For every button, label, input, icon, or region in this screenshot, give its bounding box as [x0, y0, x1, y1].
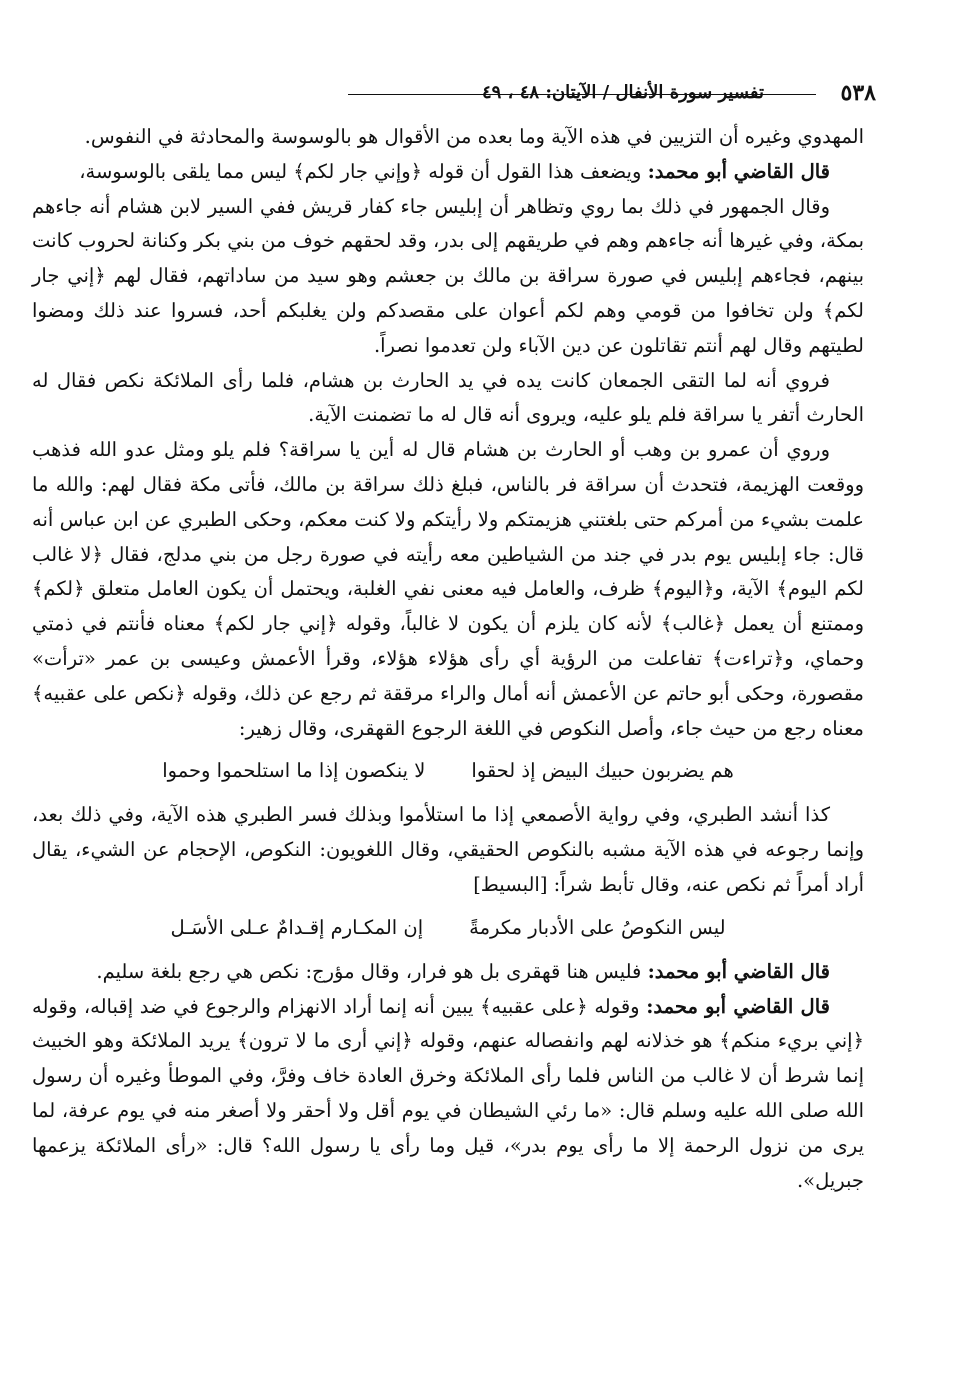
poetry-verse	[32, 911, 864, 945]
paragraph-text: وروي أن عمرو بن وهب أو الحارث بن هشام قال له أين يا سراقة؟ فلم يلو ومثل عدو الله فذهب ووقعت الهزيمة، فتحدث أن سراقة فر بالناس، فبلغ ذلك سراقة بن مالك، فأتى مكة فقال لهم: والله ما علمت بشيء من أمركم حتى بلغتني هزيمتكم ولا رأيتكم ولا كنت معكم، وحكى الطبري عن ابن عباس أنه قال: جاء إبليس يوم بدر في جند من الشياطين معه رأيته في صورة رجل من بني مدلج، فقال ﴿لا غالب لكم اليوم﴾ الآية، و﴿اليوم﴾ ظرف، والعامل فيه معنى نفي الغلبة، ويحتمل أن يكون العامل متعلق ﴿لكم﴾ وممتنع أن يعمل ﴿غالب﴾ لأنه كان يلزم أن يكون لا غالباً، وقوله ﴿إني جار لكم﴾ معناه فأنتم في ذمتي وحماي، و﴿تراءت﴾ تفاعلت من الرؤية أي رأى هؤلاء هؤلاء، وقرأ الأعمش وعيسى بن عمر «ترأت» مقصورة، وحكى أبو حاتم عن الأعمش أنه أمال والراء مرققة ثم رجع عن ذلك، وقوله ﴿نكص على عقبيه﴾ معناه رجع من حيث جاء، وأصل النكوص في اللغة الرجوع القهقرى، وقال زهير:	[32, 438, 864, 740]
paragraph	[32, 433, 864, 746]
paragraph-text: ويضعف هذا القول أن قوله ﴿وإني جار لكم﴾ ليس مما يلقى بالوسوسة،	[79, 159, 648, 183]
paragraph	[32, 955, 864, 990]
running-title: تفسير سورة الأنفال / الآيتان: ٤٨ ، ٤٩	[482, 82, 764, 103]
verse-second-hemistich: لا ينكصون إذا ما استلحموا وحموا	[162, 759, 426, 783]
poetry-verse	[32, 754, 864, 788]
paragraph-text: المهدوي وغيره أن التزيين في هذه الآية وما بعده من الأقوال هو بالوسوسة والمحادثة في النفوس.	[84, 125, 864, 148]
paragraph	[32, 155, 864, 190]
speaker-label: قال القاضي أبو محمد:	[646, 994, 830, 1018]
speaker-label: قال القاضي أبو محمد:	[647, 159, 830, 183]
speaker-label: قال القاضي أبو محمد:	[647, 959, 830, 983]
verse-first-hemistich: هم يضربون حبيك البيض إذ لحقوا	[471, 759, 734, 783]
verse-first-hemistich: ليس النكوصُ على الأدبار مكرمةً	[469, 915, 726, 939]
page-body	[32, 120, 864, 1198]
paragraph	[32, 190, 864, 364]
paragraph-text: وقال الجمهور في ذلك بما روي وتظاهر أن إبليس جاء كفار قريش ففي السير لابن هشام أنه جاءهم بمكة، وفي غيرها أنه جاءهم وهم في طريقهم إلى بدر، وقد لحقهم خوف من بني بكر وكنانة لحروب كانت بينهم، فجاءهم إبليس في صورة سراقة بن مالك بن جعشم وهو سيد من ساداتهم، فقال لهم ﴿إني جار لكم﴾ ولن تخافوا من قومي وهم لكم أعوان على مقصدكم ولن يغلبكم أحد، فسروا عند ذلك ومضوا لطيتهم وقال لهم أنتم تقاتلون عن دين الآباء ولن تعدموا نصراً.	[32, 194, 864, 357]
paragraph-text: فليس هنا قهقرى بل هو فرار، وقال مؤرج: نكص هي رجع بلغة سليم.	[96, 959, 648, 983]
paragraph	[32, 120, 864, 155]
page-header	[18, 78, 876, 110]
paragraph-text: وقوله ﴿على عقبيه﴾ يبين أنه إنما أراد الانهزام والرجوع في ضد إقباله، وقوله ﴿إني بريء منكم﴾ هو خذلانه لهم وانفصاله عنهم، وقوله ﴿إني أرى ما لا ترون﴾ يريد الملائكة وهو الخبيث إنما شرط أن لا غالب من الناس فلما رأى الملائكة وخرق العادة خاف وفرَّ، وفي الموطأ وغيره أن رسول الله صلى الله عليه وسلم قال: «ما رئي الشيطان في يوم أقل ولا أحقر ولا أصغر منه في يوم عرفة، لما يرى من نزول الرحمة إلا ما رأى يوم بدر»، قيل وما رأى يا رسول الله؟ قال: «رأى الملائكة يزعمها جبريل».	[32, 994, 864, 1192]
paragraph	[32, 990, 864, 1199]
header-rule	[348, 94, 816, 95]
paragraph	[32, 364, 864, 434]
page-number: ٥٣٨	[840, 80, 876, 106]
paragraph-text: كذا أنشد الطبري، وفي رواية الأصمعي إذا ما استلأموا وبذلك فسر الطبري هذه الآية، وفي ذلك بعد، وإنما رجوعه في هذه الآية مشبه بالنكوص الحقيقي، وقال اللغويون: النكوص، الإحجام عن الشيء، يقال أراد أمراً ثم نكص عنه، وقال تأبط شراً: [البسيط]	[32, 803, 864, 896]
paragraph	[32, 798, 864, 902]
verse-second-hemistich: إن المكـارم إقـدامٌ عـلى الأسَـل	[170, 915, 424, 939]
paragraph-text: فروي أنه لما التقى الجمعان كانت يده في يد الحارث بن هشام، فلما رأى الملائكة نكص فقال له الحارث أتفر يا سراقة فلم يلو عليه، ويروى أنه قال له ما تضمنت الآية.	[32, 368, 864, 427]
